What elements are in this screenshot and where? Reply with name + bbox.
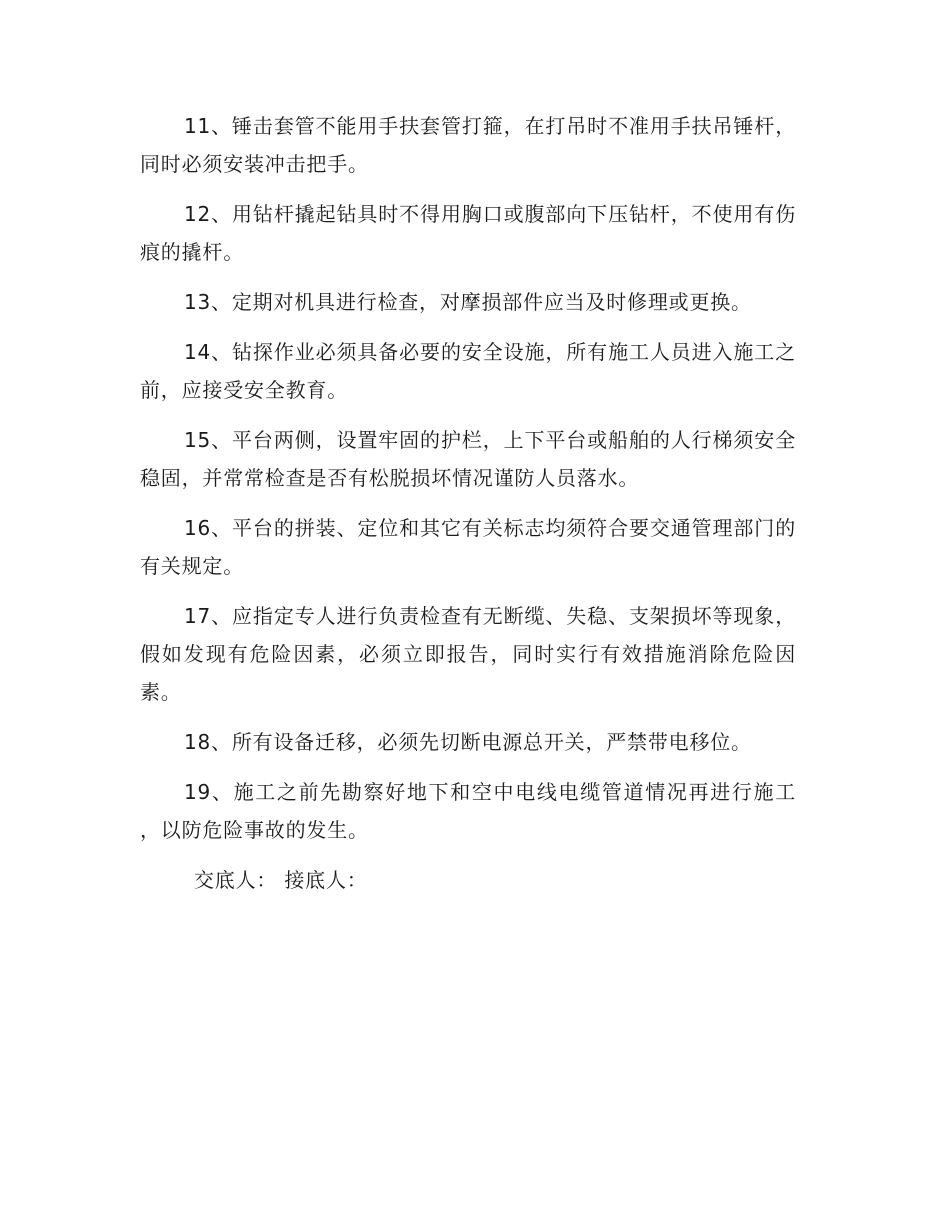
receiver-label: 接底人： [284, 868, 368, 892]
safety-item-17: 17、应指定专人进行负责检查有无断缆、失稳、支架损坏等现象，假如发现有危险因素，必须立即报告，同时实行有效措施消除危险因素。 [140, 604, 796, 704]
safety-item-16: 16、平台的拼装、定位和其它有关标志均须符合要交通管理部门的有关规定。 [140, 516, 796, 578]
document-page [140, 107, 796, 899]
handover-label: 交底人： [194, 868, 278, 892]
safety-item-13: 13、定期对机具进行检查，对摩损部件应当及时修理或更换。 [184, 290, 752, 314]
safety-item-15: 15、平台两侧，设置牢固的护栏，上下平台或船舶的人行梯须安全稳固，并常常检查是否有松脱损坏情况谨防人员落水。 [140, 428, 796, 490]
safety-item-14: 14、钻探作业必须具备必要的安全设施，所有施工人员进入施工之前，应接受安全教育。 [140, 340, 796, 402]
safety-item-12: 12、用钻杆撬起钻具时不得用胸口或腹部向下压钻杆，不使用有伤痕的撬杆。 [140, 202, 796, 264]
safety-item-11: 11、锤击套管不能用手扶套管打箍，在打吊时不准用手扶吊锤杆，同时必须安装冲击把手。 [140, 114, 796, 176]
signature-line [140, 861, 796, 899]
safety-item-19: 19、施工之前先勘察好地下和空中电线电缆管道情况再进行施工 ，以防危险事故的发生。 [140, 780, 796, 842]
safety-item-18: 18、所有设备迁移，必须先切断电源总开关，严禁带电移位。 [184, 730, 752, 754]
